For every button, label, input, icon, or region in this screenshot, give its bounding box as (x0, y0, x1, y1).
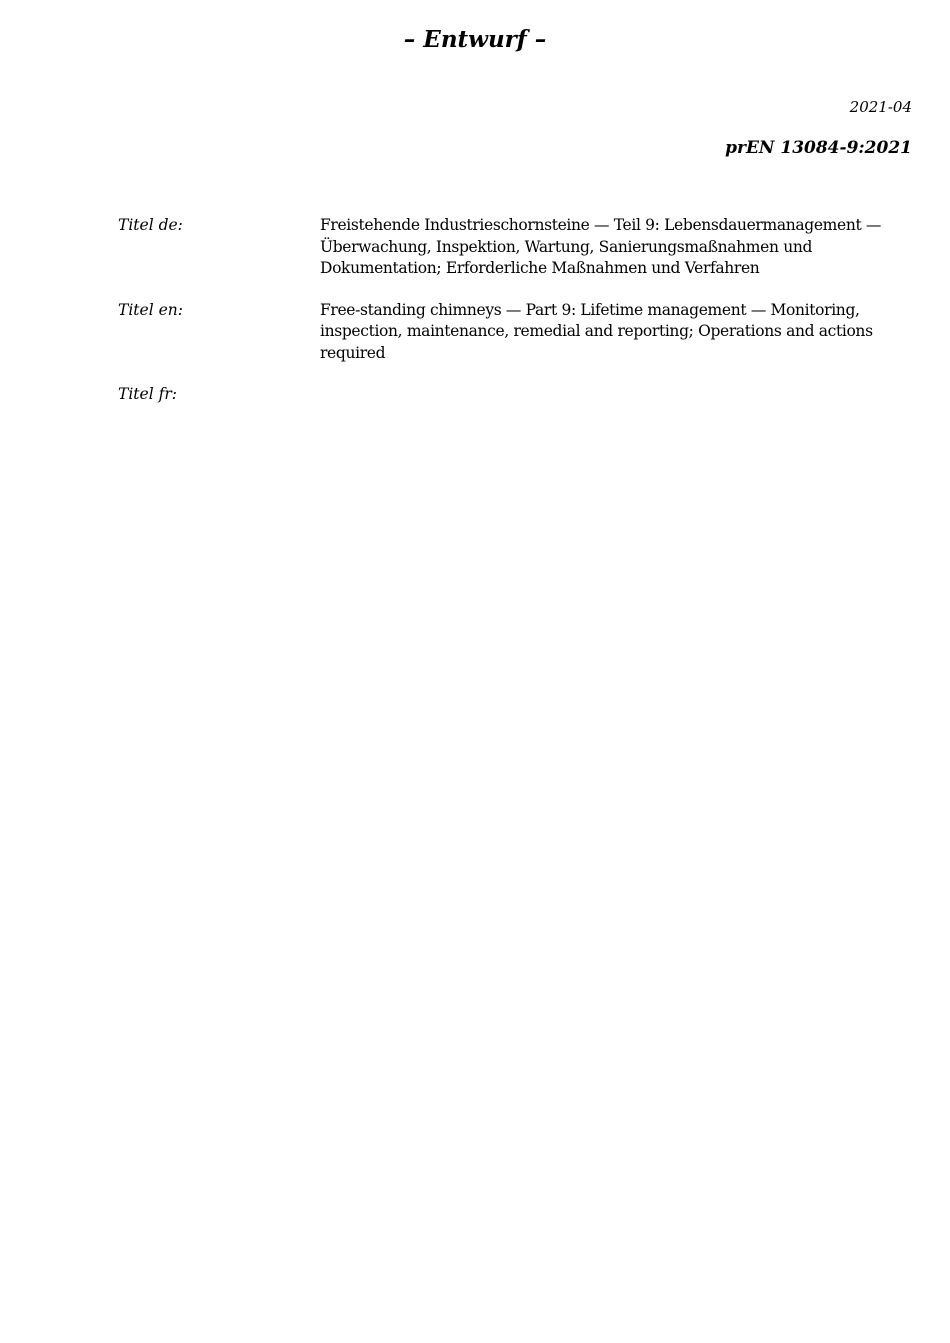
title-row-de (118, 215, 918, 280)
title-text-en: Free-standing chimneys — Part 9: Lifetime management — Monitoring, inspection, maintenance, remedial and reporting; Operations and actions required (320, 300, 873, 362)
title-text-de: Freistehende Industrieschornsteine — Teil 9: Lebensdauermanagement — Überwachung, Inspektion, Wartung, Sanierungsmaßnahmen und Dokumentation; Erforderliche Maßnahmen und Verfahren (320, 216, 882, 277)
title-label-de: Titel de: (118, 216, 183, 234)
title-label-fr: Titel fr: (118, 385, 177, 403)
document-number: prEN 13084-9:2021 (725, 138, 912, 158)
title-text-fr (320, 384, 912, 406)
title-table (118, 215, 918, 426)
title-row-en (118, 300, 918, 365)
draft-heading: – Entwurf – (403, 26, 547, 53)
document-date: 2021-04 (849, 98, 912, 116)
title-label-en: Titel en: (118, 300, 183, 319)
title-row-fr (118, 384, 918, 406)
